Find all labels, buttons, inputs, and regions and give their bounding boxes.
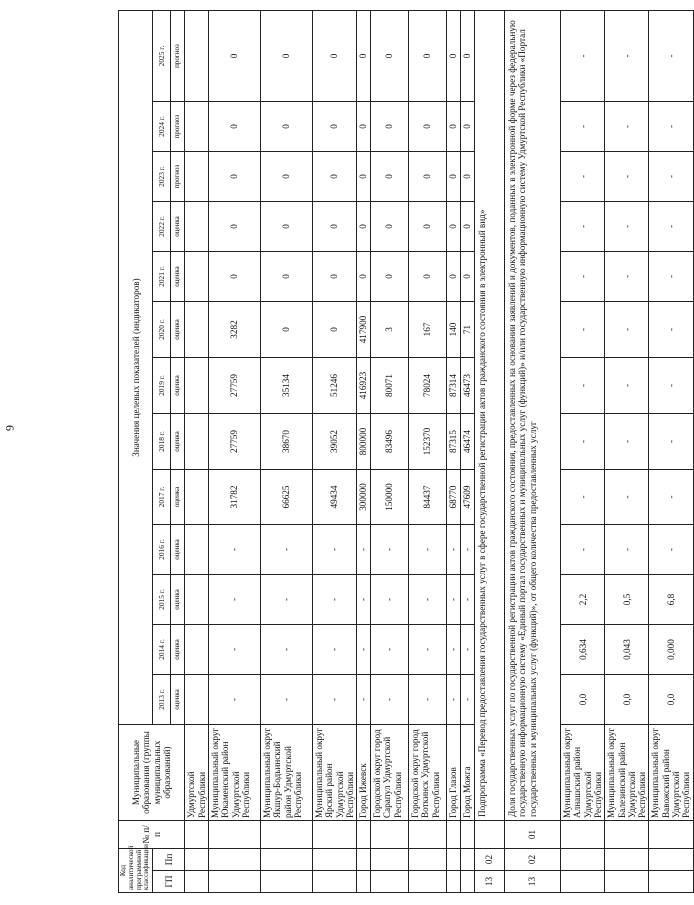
value-cell: - [447, 575, 461, 625]
status-cell: прогноз [171, 11, 185, 102]
value-cell: 0,0 [649, 675, 693, 725]
value-cell: - [312, 625, 356, 675]
value-cell: 0 [312, 152, 356, 202]
value-cell: - [461, 625, 475, 675]
value-cell: 46473 [461, 358, 475, 414]
value-cell: - [461, 575, 475, 625]
value-cell: 83496 [371, 414, 409, 470]
value-cell: 0 [312, 302, 356, 358]
municipality-name: Городской округ город Воткинск Удмуртской Республики [409, 725, 447, 821]
municipality-name: Город Глазов [447, 725, 461, 821]
value-cell: - [605, 102, 649, 152]
subprogram-title: Подпрограмма «Перевод предоставления государственных услуг в сфере государственной регистрации актов гражданского состояния в электронный вид» [475, 11, 505, 821]
landscape-sheet [118, 11, 692, 893]
value-cell: - [605, 414, 649, 470]
value-cell: 49434 [312, 470, 356, 525]
value-cell: - [649, 302, 693, 358]
value-cell: 0 [409, 202, 447, 252]
value-cell: - [371, 675, 409, 725]
value-cell: 0 [208, 152, 260, 202]
value-cell: 0 [371, 152, 409, 202]
value-cell: 0 [409, 102, 447, 152]
value-cell [185, 358, 209, 414]
code-cell [260, 871, 312, 893]
value-cell: - [649, 414, 693, 470]
value-cell: - [371, 625, 409, 675]
value-cell: 0,0 [561, 675, 605, 725]
year-cell: 2022 г. [153, 202, 171, 252]
code-cell [461, 821, 475, 849]
value-cell: 84437 [409, 470, 447, 525]
value-cell: 0 [409, 11, 447, 102]
value-cell: 47609 [461, 470, 475, 525]
table-row [605, 11, 649, 893]
header-number: № п/п [119, 821, 185, 849]
value-cell: 0 [312, 11, 356, 102]
value-cell: 0 [208, 102, 260, 152]
code-cell [185, 849, 209, 871]
value-cell: 0,634 [561, 625, 605, 675]
indicator-number: 01 [505, 821, 561, 849]
value-cell [185, 414, 209, 470]
code-cell [561, 849, 605, 871]
status-cell: оценка [171, 358, 185, 414]
value-cell: - [561, 470, 605, 525]
table-row [371, 11, 409, 893]
value-cell: - [208, 675, 260, 725]
year-cell: 2025 г. [153, 11, 171, 102]
code-cell [409, 871, 447, 893]
value-cell: 27759 [208, 414, 260, 470]
indicator-title: Доля государственных услуг по государственной регистрации актов гражданского состояния, предоставленных на основании заявлений и документов, поданных в электронной форме через федеральную государственную информационную систему «Единый портал государственных и муниципальных услуг (функций)» и/или государственную информационную систему Удмуртской Республики «Портал государственных и муниципальных услуг (функций)», от общего количества предоставленных услуг [505, 11, 561, 821]
year-cell: 2020 г. [153, 302, 171, 358]
value-cell: - [561, 152, 605, 202]
table-row [409, 11, 447, 893]
value-cell: - [409, 675, 447, 725]
value-cell [185, 575, 209, 625]
code-cell [208, 849, 260, 871]
value-cell: - [461, 525, 475, 575]
value-cell: - [649, 252, 693, 302]
code-cell [409, 849, 447, 871]
value-cell: - [357, 675, 371, 725]
value-cell: 416923 [357, 358, 371, 414]
value-cell: 39052 [312, 414, 356, 470]
value-cell: - [561, 525, 605, 575]
table-row [561, 11, 605, 893]
table-row [357, 11, 371, 893]
code-cell [312, 871, 356, 893]
value-cell: 87315 [447, 414, 461, 470]
status-cell: оценка [171, 202, 185, 252]
value-cell: - [605, 152, 649, 202]
value-cell: 0,5 [605, 575, 649, 625]
value-cell: - [605, 302, 649, 358]
value-cell: - [409, 575, 447, 625]
value-cell: 0 [260, 102, 312, 152]
year-cell: 2014 г. [153, 625, 171, 675]
value-cell: - [561, 358, 605, 414]
value-cell: - [649, 470, 693, 525]
value-cell: 3282 [208, 302, 260, 358]
value-cell: - [649, 11, 693, 102]
code-cell [357, 821, 371, 849]
value-cell: 2,2 [561, 575, 605, 625]
value-cell: - [208, 625, 260, 675]
header-municipal: Муниципальные образования (группы муниципальных образований) [119, 725, 185, 821]
code-cell [357, 849, 371, 871]
value-cell: - [260, 525, 312, 575]
value-cell: 150000 [371, 470, 409, 525]
status-cell: оценка [171, 252, 185, 302]
value-cell: 0,043 [605, 625, 649, 675]
value-cell: - [649, 525, 693, 575]
value-cell: 6,8 [649, 575, 693, 625]
value-cell: - [409, 625, 447, 675]
value-cell: - [605, 252, 649, 302]
value-cell: 0 [260, 152, 312, 202]
value-cell: 0 [371, 11, 409, 102]
code-cell [208, 821, 260, 849]
value-cell: - [357, 525, 371, 575]
status-cell: оценка [171, 625, 185, 675]
subprogram-pp: 02 [475, 849, 505, 871]
value-cell: - [447, 525, 461, 575]
value-cell: 167 [409, 302, 447, 358]
value-cell [185, 675, 209, 725]
year-cell: 2023 г. [153, 152, 171, 202]
code-cell [357, 871, 371, 893]
subprogram-gp: 13 [475, 871, 505, 893]
code-cell [561, 871, 605, 893]
value-cell [185, 102, 209, 152]
value-cell: - [260, 675, 312, 725]
code-cell [185, 871, 209, 893]
status-cell: оценка [171, 302, 185, 358]
code-cell [447, 821, 461, 849]
value-cell [185, 202, 209, 252]
code-cell [312, 849, 356, 871]
value-cell: 0 [371, 202, 409, 252]
value-cell: - [312, 575, 356, 625]
value-cell: 35134 [260, 358, 312, 414]
code-cell [649, 871, 693, 893]
indicator-gp: 13 [505, 871, 561, 893]
table-row [260, 11, 312, 893]
value-cell: 152370 [409, 414, 447, 470]
value-cell [185, 11, 209, 102]
value-cell: 800000 [357, 414, 371, 470]
value-cell: 0,000 [649, 625, 693, 675]
value-cell [185, 152, 209, 202]
value-cell: 0 [260, 202, 312, 252]
value-cell [185, 252, 209, 302]
value-cell: - [561, 202, 605, 252]
value-cell: - [312, 525, 356, 575]
code-cell [605, 871, 649, 893]
value-cell: 0 [461, 202, 475, 252]
status-cell: оценка [171, 470, 185, 525]
value-cell: 0 [260, 302, 312, 358]
code-cell [371, 871, 409, 893]
code-cell [447, 849, 461, 871]
value-cell: - [605, 470, 649, 525]
value-cell: - [208, 575, 260, 625]
value-cell: 0 [461, 252, 475, 302]
value-cell: 0 [208, 202, 260, 252]
code-cell [260, 849, 312, 871]
municipality-name: Муниципальный округ Якшур-Бодьинский район Удмуртской Республики [260, 725, 312, 821]
value-cell: - [371, 575, 409, 625]
year-cell: 2016 г. [153, 525, 171, 575]
value-cell: 31782 [208, 470, 260, 525]
value-cell: 80071 [371, 358, 409, 414]
value-cell: 0 [371, 102, 409, 152]
value-cell: - [357, 575, 371, 625]
value-cell: 46474 [461, 414, 475, 470]
municipality-name: Муниципальный округ Балезинский район Удмуртской Республики [605, 725, 649, 821]
value-cell: 0 [371, 252, 409, 302]
value-cell: - [371, 525, 409, 575]
value-cell: - [561, 414, 605, 470]
code-cell [260, 821, 312, 849]
value-cell: - [605, 202, 649, 252]
value-cell: 0 [312, 202, 356, 252]
year-cell: 2021 г. [153, 252, 171, 302]
value-cell: 78024 [409, 358, 447, 414]
value-cell: - [409, 525, 447, 575]
value-cell: - [260, 575, 312, 625]
value-cell: 71 [461, 302, 475, 358]
municipality-name: Городской округ город Сарапул Удмуртской Республики [371, 725, 409, 821]
value-cell: - [447, 675, 461, 725]
value-cell: - [561, 102, 605, 152]
value-cell: - [208, 525, 260, 575]
value-cell: 0 [461, 102, 475, 152]
code-cell [409, 821, 447, 849]
value-cell: 0 [260, 11, 312, 102]
code-cell [208, 871, 260, 893]
indicators-table [118, 10, 694, 893]
value-cell: 0 [208, 252, 260, 302]
value-cell: 0 [447, 252, 461, 302]
year-cell: 2024 г. [153, 102, 171, 152]
value-cell: - [260, 625, 312, 675]
value-cell: 0 [409, 152, 447, 202]
value-cell: 0 [447, 202, 461, 252]
value-cell [185, 525, 209, 575]
table-row [649, 11, 693, 893]
value-cell: 87314 [447, 358, 461, 414]
code-cell [649, 821, 693, 849]
value-cell [185, 470, 209, 525]
header-pp: Пп [153, 849, 185, 871]
year-cell: 2019 г. [153, 358, 171, 414]
table-row [185, 11, 209, 893]
value-cell: 417900 [357, 302, 371, 358]
value-cell: - [561, 302, 605, 358]
municipality-name: Муниципальный округ Ярский район Удмуртской Республики [312, 725, 356, 821]
value-cell: 0 [447, 102, 461, 152]
value-cell: 0,0 [605, 675, 649, 725]
value-cell: 27759 [208, 358, 260, 414]
code-cell [605, 821, 649, 849]
year-cell: 2015 г. [153, 575, 171, 625]
value-cell: - [649, 202, 693, 252]
value-cell: 3 [371, 302, 409, 358]
status-cell: оценка [171, 675, 185, 725]
value-cell: - [605, 358, 649, 414]
municipality-name: Удмуртской Республики [185, 725, 209, 821]
value-cell: 0 [357, 252, 371, 302]
header-code: Код аналитической программной классификации [119, 849, 153, 893]
value-cell: - [461, 675, 475, 725]
value-cell: 66625 [260, 470, 312, 525]
value-cell: 0 [357, 102, 371, 152]
value-cell: - [649, 102, 693, 152]
value-cell: 0 [447, 11, 461, 102]
header-values: Значения целевых показателей (индикаторов) [119, 11, 153, 725]
table-row [208, 11, 260, 893]
value-cell: 0 [461, 11, 475, 102]
value-cell: - [605, 11, 649, 102]
table-row [461, 11, 475, 893]
value-cell: - [561, 252, 605, 302]
value-cell: 300000 [357, 470, 371, 525]
table-row [312, 11, 356, 893]
table-row [447, 11, 461, 893]
value-cell: 51246 [312, 358, 356, 414]
value-cell: - [649, 152, 693, 202]
year-cell: 2018 г. [153, 414, 171, 470]
municipality-name: Муниципальный округ Алнашский район Удмуртской Республики [561, 725, 605, 821]
year-cell: 2017 г. [153, 470, 171, 525]
indicator-pp: 02 [505, 849, 561, 871]
value-cell: - [312, 675, 356, 725]
code-cell [461, 871, 475, 893]
code-cell [649, 849, 693, 871]
municipality-name: Муниципальный округ Вавожский район Удмуртской Республики [649, 725, 693, 821]
municipality-name: Город Ижевск [357, 725, 371, 821]
value-cell: - [649, 358, 693, 414]
value-cell: 0 [447, 152, 461, 202]
municipality-name: Муниципальный округ Юкаменский район Удмуртской Республики [208, 725, 260, 821]
status-cell: оценка [171, 575, 185, 625]
value-cell: - [357, 625, 371, 675]
code-cell [185, 821, 209, 849]
status-cell: прогноз [171, 152, 185, 202]
subprogram-section [475, 11, 561, 893]
value-cell [185, 302, 209, 358]
value-cell: - [605, 525, 649, 575]
value-cell: 140 [447, 302, 461, 358]
status-cell: оценка [171, 525, 185, 575]
value-cell [185, 625, 209, 675]
year-cell: 2013 г. [153, 675, 171, 725]
code-cell [312, 821, 356, 849]
value-cell: 0 [357, 152, 371, 202]
value-cell: - [447, 625, 461, 675]
value-cell: 0 [357, 11, 371, 102]
code-cell [561, 821, 605, 849]
value-cell: 0 [409, 252, 447, 302]
status-cell: оценка [171, 414, 185, 470]
subprogram-empty [475, 821, 505, 849]
code-cell [605, 849, 649, 871]
code-cell [461, 849, 475, 871]
value-cell: 38670 [260, 414, 312, 470]
code-cell [447, 871, 461, 893]
value-cell: 0 [312, 252, 356, 302]
value-cell: 0 [312, 102, 356, 152]
code-cell [371, 821, 409, 849]
municipality-name: Город Можга [461, 725, 475, 821]
value-cell: 68770 [447, 470, 461, 525]
page-number: 6 [3, 425, 17, 431]
header-gp: ГП [153, 871, 185, 893]
value-cell: - [561, 11, 605, 102]
value-cell: 0 [461, 152, 475, 202]
value-cell: 0 [260, 252, 312, 302]
table-body-b [561, 11, 694, 893]
code-cell [371, 849, 409, 871]
table-body-a [185, 11, 475, 893]
status-cell: прогноз [171, 102, 185, 152]
value-cell: 0 [357, 202, 371, 252]
value-cell: 0 [208, 11, 260, 102]
